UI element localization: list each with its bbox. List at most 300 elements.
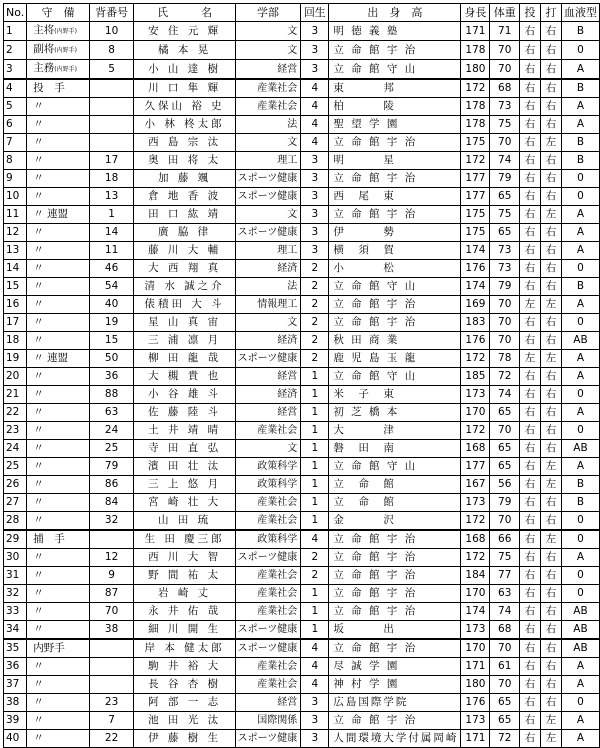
row-no-cell: 21 bbox=[4, 386, 27, 404]
department-cell: スポーツ健康 bbox=[235, 621, 301, 640]
weight-cell: 65 bbox=[490, 224, 519, 242]
height-cell: 169 bbox=[461, 296, 490, 314]
height-cell: 174 bbox=[461, 278, 490, 296]
year-cell: 1 bbox=[301, 422, 329, 440]
header-position: 守 備 bbox=[27, 4, 89, 22]
blood-type-cell: AB bbox=[561, 603, 599, 621]
throws-cell: 右 bbox=[519, 458, 540, 476]
player-name-cell: 岩 崎 丈 bbox=[134, 585, 235, 603]
uniform-number-cell bbox=[89, 79, 134, 98]
uniform-number-cell: 8 bbox=[89, 41, 134, 60]
height-cell: 173 bbox=[461, 621, 490, 640]
bats-cell: 左 bbox=[540, 206, 561, 224]
high-school-cell: 東 邦 bbox=[329, 79, 461, 98]
year-cell: 4 bbox=[301, 530, 329, 549]
blood-type-cell: B bbox=[561, 476, 599, 494]
high-school-cell: 立 命 館 宇 治 bbox=[329, 134, 461, 152]
high-school-cell: 立 命 館 宇 治 bbox=[329, 314, 461, 332]
blood-type-cell: 0 bbox=[561, 567, 599, 585]
throws-cell: 右 bbox=[519, 585, 540, 603]
department-cell: スポーツ健康 bbox=[235, 350, 301, 368]
blood-type-cell: AB bbox=[561, 639, 599, 658]
department-cell: 産業社会 bbox=[235, 79, 301, 98]
table-row bbox=[4, 296, 600, 314]
uniform-number-cell: 14 bbox=[89, 224, 134, 242]
department-cell: 文 bbox=[235, 22, 301, 41]
department-cell: 経済 bbox=[235, 332, 301, 350]
weight-cell: 70 bbox=[490, 332, 519, 350]
row-no-cell: 7 bbox=[4, 134, 27, 152]
high-school-cell: 横 須 賀 bbox=[329, 242, 461, 260]
height-cell: 171 bbox=[461, 730, 490, 748]
position-cell bbox=[27, 549, 89, 567]
throws-cell: 右 bbox=[519, 676, 540, 694]
position-cell bbox=[27, 386, 89, 404]
year-cell: 3 bbox=[301, 206, 329, 224]
year-cell: 1 bbox=[301, 440, 329, 458]
throws-cell: 右 bbox=[519, 567, 540, 585]
throws-cell: 右 bbox=[519, 332, 540, 350]
position-cell bbox=[27, 314, 89, 332]
height-cell: 178 bbox=[461, 41, 490, 60]
blood-type-cell: A bbox=[561, 242, 599, 260]
row-no-cell: 20 bbox=[4, 368, 27, 386]
player-name-cell: 細 川 開 生 bbox=[134, 621, 235, 640]
height-cell: 172 bbox=[461, 152, 490, 170]
position-label: 〃 bbox=[33, 226, 44, 238]
department-cell: 政策科学 bbox=[235, 458, 301, 476]
department-cell: 産業社会 bbox=[235, 422, 301, 440]
weight-cell: 72 bbox=[490, 368, 519, 386]
height-cell: 180 bbox=[461, 60, 490, 80]
blood-type-cell: A bbox=[561, 206, 599, 224]
blood-type-cell: 0 bbox=[561, 314, 599, 332]
weight-cell: 75 bbox=[490, 206, 519, 224]
blood-type-cell: A bbox=[561, 224, 599, 242]
player-name-cell: 小 山 達 樹 bbox=[134, 60, 235, 80]
roster-body bbox=[4, 22, 600, 748]
uniform-number-cell: 70 bbox=[89, 603, 134, 621]
row-no-cell: 13 bbox=[4, 242, 27, 260]
uniform-number-cell bbox=[89, 658, 134, 676]
height-cell: 176 bbox=[461, 694, 490, 712]
row-no-cell: 40 bbox=[4, 730, 27, 748]
position-cell bbox=[27, 530, 89, 549]
roster-table bbox=[3, 3, 600, 748]
weight-cell: 73 bbox=[490, 242, 519, 260]
uniform-number-cell: 18 bbox=[89, 170, 134, 188]
high-school-cell: 尽 誠 学 園 bbox=[329, 658, 461, 676]
height-cell: 172 bbox=[461, 422, 490, 440]
year-cell: 2 bbox=[301, 350, 329, 368]
row-no-cell: 16 bbox=[4, 296, 27, 314]
position-cell bbox=[27, 639, 89, 658]
row-no-cell: 19 bbox=[4, 350, 27, 368]
high-school-cell: 立 命 館 守 山 bbox=[329, 458, 461, 476]
row-no-cell: 38 bbox=[4, 694, 27, 712]
position-cell bbox=[27, 224, 89, 242]
bats-cell: 右 bbox=[540, 567, 561, 585]
throws-cell: 右 bbox=[519, 260, 540, 278]
bats-cell: 右 bbox=[540, 404, 561, 422]
blood-type-cell: A bbox=[561, 730, 599, 748]
position-cell bbox=[27, 278, 89, 296]
weight-cell: 70 bbox=[490, 41, 519, 60]
position-cell bbox=[27, 440, 89, 458]
position-label: 〃 bbox=[33, 587, 44, 599]
blood-type-cell: 0 bbox=[561, 188, 599, 206]
height-cell: 177 bbox=[461, 170, 490, 188]
header-year: 回生 bbox=[301, 4, 329, 22]
bats-cell: 右 bbox=[540, 188, 561, 206]
row-no-cell: 12 bbox=[4, 224, 27, 242]
weight-cell: 65 bbox=[490, 694, 519, 712]
table-row bbox=[4, 476, 600, 494]
table-row bbox=[4, 440, 600, 458]
position-label: 〃 bbox=[33, 316, 44, 328]
table-row bbox=[4, 350, 600, 368]
height-cell: 176 bbox=[461, 332, 490, 350]
department-cell: 政策科学 bbox=[235, 476, 301, 494]
high-school-cell: 立 命 館 宇 治 bbox=[329, 585, 461, 603]
blood-type-cell: 0 bbox=[561, 41, 599, 60]
position-label: 投 手 bbox=[33, 82, 65, 94]
position-label: 〃 bbox=[33, 154, 44, 166]
department-cell: 理工 bbox=[235, 242, 301, 260]
position-cell bbox=[27, 60, 89, 80]
bats-cell: 右 bbox=[540, 512, 561, 531]
department-cell: 産業社会 bbox=[235, 676, 301, 694]
player-name-cell: 奥 田 将 太 bbox=[134, 152, 235, 170]
uniform-number-cell: 50 bbox=[89, 350, 134, 368]
bats-cell: 右 bbox=[540, 116, 561, 134]
year-cell: 2 bbox=[301, 278, 329, 296]
row-no-cell: 27 bbox=[4, 494, 27, 512]
position-label: 〃 bbox=[33, 424, 44, 436]
row-no-cell: 32 bbox=[4, 585, 27, 603]
position-cell bbox=[27, 621, 89, 640]
header-number: 背番号 bbox=[89, 4, 134, 22]
position-label: 〃 bbox=[33, 280, 44, 292]
table-row bbox=[4, 530, 600, 549]
throws-cell: 右 bbox=[519, 730, 540, 748]
position-cell bbox=[27, 116, 89, 134]
position-label: 副将 bbox=[33, 43, 55, 55]
position-cell bbox=[27, 41, 89, 60]
blood-type-cell: 0 bbox=[561, 512, 599, 531]
position-label: 〃 bbox=[33, 569, 44, 581]
bats-cell: 右 bbox=[540, 639, 561, 658]
table-row bbox=[4, 621, 600, 640]
blood-type-cell: 0 bbox=[561, 694, 599, 712]
row-no-cell: 30 bbox=[4, 549, 27, 567]
throws-cell: 右 bbox=[519, 98, 540, 116]
uniform-number-cell: 22 bbox=[89, 730, 134, 748]
bats-cell: 右 bbox=[540, 694, 561, 712]
weight-cell: 66 bbox=[490, 530, 519, 549]
blood-type-cell: B bbox=[561, 22, 599, 41]
year-cell: 1 bbox=[301, 404, 329, 422]
position-label: 〃 bbox=[33, 551, 44, 563]
header-name: 氏 名 bbox=[134, 4, 235, 22]
table-row bbox=[4, 676, 600, 694]
row-no-cell: 11 bbox=[4, 206, 27, 224]
bats-cell: 右 bbox=[540, 224, 561, 242]
uniform-number-cell: 9 bbox=[89, 567, 134, 585]
bats-cell: 左 bbox=[540, 530, 561, 549]
year-cell: 2 bbox=[301, 260, 329, 278]
height-cell: 167 bbox=[461, 476, 490, 494]
player-name-cell: 橘 本 晃 bbox=[134, 41, 235, 60]
year-cell: 3 bbox=[301, 152, 329, 170]
high-school-cell: 小 松 bbox=[329, 260, 461, 278]
throws-cell: 右 bbox=[519, 549, 540, 567]
uniform-number-cell: 1 bbox=[89, 206, 134, 224]
table-row bbox=[4, 368, 600, 386]
weight-cell: 73 bbox=[490, 98, 519, 116]
table-row bbox=[4, 224, 600, 242]
height-cell: 170 bbox=[461, 639, 490, 658]
throws-cell: 右 bbox=[519, 152, 540, 170]
department-cell: スポーツ健康 bbox=[235, 188, 301, 206]
position-cell bbox=[27, 170, 89, 188]
position-cell bbox=[27, 404, 89, 422]
player-name-cell: 池 田 光 汰 bbox=[134, 712, 235, 730]
department-cell: 理工 bbox=[235, 152, 301, 170]
position-label: 主将 bbox=[33, 24, 55, 36]
high-school-cell: 立 命 館 bbox=[329, 494, 461, 512]
department-cell: 法 bbox=[235, 116, 301, 134]
position-cell bbox=[27, 206, 89, 224]
department-cell: 経営 bbox=[235, 60, 301, 80]
position-label: 主務 bbox=[33, 62, 55, 74]
throws-cell: 右 bbox=[519, 22, 540, 41]
high-school-cell: 立 命 館 宇 治 bbox=[329, 170, 461, 188]
throws-cell: 右 bbox=[519, 603, 540, 621]
position-label: 〃 bbox=[33, 678, 44, 690]
player-name-cell: 俵積田 大 斗 bbox=[134, 296, 235, 314]
throws-cell: 右 bbox=[519, 116, 540, 134]
high-school-cell: 広島国際学院 bbox=[329, 694, 461, 712]
position-label: 〃 bbox=[33, 406, 44, 418]
uniform-number-cell: 86 bbox=[89, 476, 134, 494]
blood-type-cell: 0 bbox=[561, 170, 599, 188]
high-school-cell: 西 尾 東 bbox=[329, 188, 461, 206]
table-row bbox=[4, 603, 600, 621]
bats-cell: 右 bbox=[540, 79, 561, 98]
height-cell: 180 bbox=[461, 676, 490, 694]
height-cell: 178 bbox=[461, 116, 490, 134]
height-cell: 170 bbox=[461, 585, 490, 603]
position-cell bbox=[27, 585, 89, 603]
high-school-cell: 立 命 館 宇 治 bbox=[329, 530, 461, 549]
throws-cell: 右 bbox=[519, 242, 540, 260]
position-cell bbox=[27, 134, 89, 152]
position-cell bbox=[27, 332, 89, 350]
bats-cell: 右 bbox=[540, 260, 561, 278]
throws-cell: 右 bbox=[519, 712, 540, 730]
weight-cell: 68 bbox=[490, 621, 519, 640]
year-cell: 4 bbox=[301, 676, 329, 694]
player-name-cell: 伊 藤 樹 生 bbox=[134, 730, 235, 748]
row-no-cell: 18 bbox=[4, 332, 27, 350]
department-cell: 政策科学 bbox=[235, 530, 301, 549]
player-name-cell: 長 谷 杏 樹 bbox=[134, 676, 235, 694]
uniform-number-cell: 46 bbox=[89, 260, 134, 278]
year-cell: 4 bbox=[301, 134, 329, 152]
high-school-cell: 立 命 館 守 山 bbox=[329, 60, 461, 80]
high-school-cell: 鹿 児 島 玉 龍 bbox=[329, 350, 461, 368]
department-cell: 経営 bbox=[235, 404, 301, 422]
high-school-cell: 立 命 館 宇 治 bbox=[329, 712, 461, 730]
uniform-number-cell: 84 bbox=[89, 494, 134, 512]
height-cell: 173 bbox=[461, 494, 490, 512]
uniform-number-cell: 38 bbox=[89, 621, 134, 640]
blood-type-cell: B bbox=[561, 278, 599, 296]
blood-type-cell: B bbox=[561, 79, 599, 98]
throws-cell: 右 bbox=[519, 134, 540, 152]
table-row bbox=[4, 206, 600, 224]
department-cell: 文 bbox=[235, 440, 301, 458]
year-cell: 1 bbox=[301, 621, 329, 640]
year-cell: 3 bbox=[301, 41, 329, 60]
player-name-cell: 小 林 柊太郎 bbox=[134, 116, 235, 134]
weight-cell: 65 bbox=[490, 440, 519, 458]
year-cell: 3 bbox=[301, 22, 329, 41]
row-no-cell: 35 bbox=[4, 639, 27, 658]
table-row bbox=[4, 152, 600, 170]
weight-cell: 73 bbox=[490, 260, 519, 278]
blood-type-cell: A bbox=[561, 676, 599, 694]
department-cell: 経営 bbox=[235, 368, 301, 386]
year-cell: 1 bbox=[301, 368, 329, 386]
throws-cell: 右 bbox=[519, 639, 540, 658]
table-row bbox=[4, 22, 600, 41]
player-name-cell: 佐 藤 陸 斗 bbox=[134, 404, 235, 422]
bats-cell: 右 bbox=[540, 314, 561, 332]
high-school-cell: 立 命 館 宇 治 bbox=[329, 296, 461, 314]
weight-cell: 70 bbox=[490, 676, 519, 694]
year-cell: 1 bbox=[301, 494, 329, 512]
row-no-cell: 37 bbox=[4, 676, 27, 694]
blood-type-cell: B bbox=[561, 134, 599, 152]
position-cell bbox=[27, 712, 89, 730]
year-cell: 4 bbox=[301, 116, 329, 134]
high-school-cell: 初 芝 橋 本 bbox=[329, 404, 461, 422]
position-label: 〃 bbox=[33, 732, 44, 744]
uniform-number-cell: 13 bbox=[89, 188, 134, 206]
height-cell: 171 bbox=[461, 22, 490, 41]
throws-cell: 右 bbox=[519, 368, 540, 386]
player-name-cell: 西 島 宗 汰 bbox=[134, 134, 235, 152]
year-cell: 1 bbox=[301, 386, 329, 404]
year-cell: 4 bbox=[301, 79, 329, 98]
player-name-cell: 藤 川 大 輔 bbox=[134, 242, 235, 260]
header-height: 身長 bbox=[461, 4, 490, 22]
weight-cell: 70 bbox=[490, 512, 519, 531]
row-no-cell: 22 bbox=[4, 404, 27, 422]
table-row bbox=[4, 712, 600, 730]
high-school-cell: 明 徳 義 塾 bbox=[329, 22, 461, 41]
uniform-number-cell: 36 bbox=[89, 368, 134, 386]
department-cell: スポーツ健康 bbox=[235, 549, 301, 567]
blood-type-cell: 0 bbox=[561, 386, 599, 404]
position-label: 〃 bbox=[33, 388, 44, 400]
high-school-cell: 明 星 bbox=[329, 152, 461, 170]
department-cell: 情報理工 bbox=[235, 296, 301, 314]
uniform-number-cell: 7 bbox=[89, 712, 134, 730]
uniform-number-cell bbox=[89, 116, 134, 134]
row-no-cell: 33 bbox=[4, 603, 27, 621]
player-name-cell: 久保山 裕 史 bbox=[134, 98, 235, 116]
blood-type-cell: 0 bbox=[561, 530, 599, 549]
position-cell bbox=[27, 350, 89, 368]
high-school-cell: 米 子 東 bbox=[329, 386, 461, 404]
bats-cell: 右 bbox=[540, 621, 561, 640]
department-cell: 産業社会 bbox=[235, 98, 301, 116]
position-cell bbox=[27, 458, 89, 476]
bats-cell: 右 bbox=[540, 332, 561, 350]
height-cell: 170 bbox=[461, 404, 490, 422]
bats-cell: 右 bbox=[540, 98, 561, 116]
row-no-cell: 15 bbox=[4, 278, 27, 296]
height-cell: 175 bbox=[461, 134, 490, 152]
height-cell: 172 bbox=[461, 512, 490, 531]
header-row bbox=[4, 4, 600, 22]
table-row bbox=[4, 458, 600, 476]
row-no-cell: 34 bbox=[4, 621, 27, 640]
table-row bbox=[4, 134, 600, 152]
blood-type-cell: 0 bbox=[561, 260, 599, 278]
bats-cell: 右 bbox=[540, 152, 561, 170]
bats-cell: 右 bbox=[540, 41, 561, 60]
height-cell: 183 bbox=[461, 314, 490, 332]
department-cell: 文 bbox=[235, 314, 301, 332]
throws-cell: 右 bbox=[519, 658, 540, 676]
player-name-cell: 加 藤 颯 bbox=[134, 170, 235, 188]
department-cell: 産業社会 bbox=[235, 494, 301, 512]
bats-cell: 右 bbox=[540, 242, 561, 260]
uniform-number-cell: 17 bbox=[89, 152, 134, 170]
height-cell: 171 bbox=[461, 658, 490, 676]
table-row bbox=[4, 585, 600, 603]
bats-cell: 右 bbox=[540, 386, 561, 404]
table-row bbox=[4, 79, 600, 98]
blood-type-cell: A bbox=[561, 658, 599, 676]
high-school-cell: 伊 勢 bbox=[329, 224, 461, 242]
bats-cell: 左 bbox=[540, 712, 561, 730]
year-cell: 2 bbox=[301, 567, 329, 585]
position-label: 〃 bbox=[33, 136, 44, 148]
weight-cell: 79 bbox=[490, 170, 519, 188]
height-cell: 177 bbox=[461, 458, 490, 476]
blood-type-cell: A bbox=[561, 116, 599, 134]
bats-cell: 左 bbox=[540, 476, 561, 494]
weight-cell: 72 bbox=[490, 730, 519, 748]
throws-cell: 右 bbox=[519, 60, 540, 80]
high-school-cell: 立 命 館 守 山 bbox=[329, 278, 461, 296]
blood-type-cell: AB bbox=[561, 440, 599, 458]
table-row bbox=[4, 332, 600, 350]
bats-cell: 右 bbox=[540, 22, 561, 41]
blood-type-cell: AB bbox=[561, 621, 599, 640]
department-cell: 産業社会 bbox=[235, 658, 301, 676]
position-cell bbox=[27, 567, 89, 585]
throws-cell: 右 bbox=[519, 224, 540, 242]
uniform-number-cell: 32 bbox=[89, 512, 134, 531]
height-cell: 168 bbox=[461, 530, 490, 549]
position-label: 〃 連盟 bbox=[33, 208, 69, 220]
